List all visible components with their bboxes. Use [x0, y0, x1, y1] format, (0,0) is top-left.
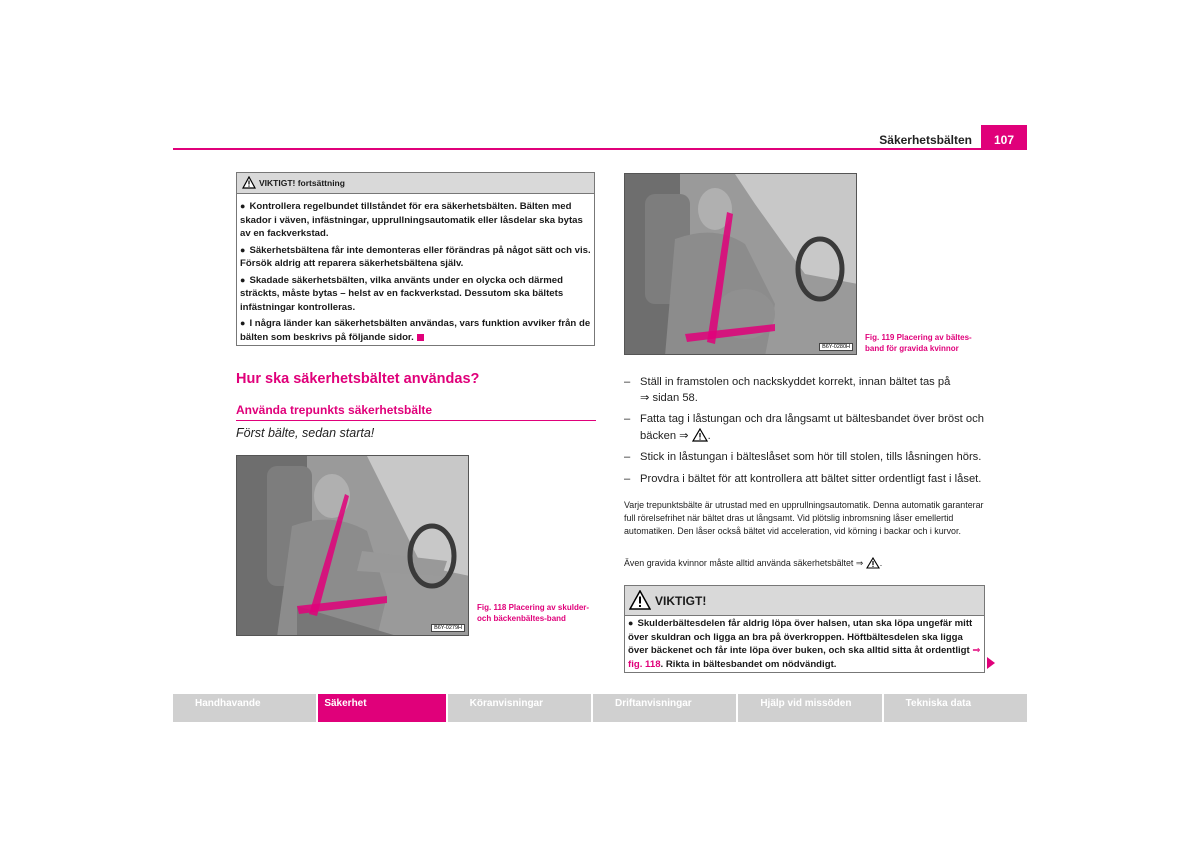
- pregnant-driver-seatbelt-illustration: [625, 174, 857, 355]
- warning-box: [624, 585, 985, 673]
- nav-item-handhavande[interactable]: Handhavande: [173, 694, 316, 722]
- paragraph-retractor: Varje trepunktsbälte är utrustad med en upprullningsautomatik. Denna automatik garanterar full rörelsefrihet när bältet dras ut långsamt. Vid plötslig inbromsning låser emellertid automatiken. Den låser också bältet vid acceleration, vid körning i backar och i kurvor.: [624, 500, 984, 536]
- lead-text: Först bälte, sedan starta!: [236, 426, 375, 440]
- warning-triangle-icon: [629, 590, 651, 610]
- step-item: – Stick in låstungan i bälteslåset som hör till stolen, tills låsningen hörs.: [624, 451, 982, 463]
- warning-box-title: VIKTIGT! fortsättning: [259, 178, 345, 188]
- chapter-nav: [173, 694, 1027, 722]
- nav-item-driftanvisningar[interactable]: Driftanvisningar: [593, 694, 736, 722]
- figure-code: B6Y-0280H: [819, 343, 853, 351]
- figure-119-caption: Fig. 119 Placering av bältes-band för gravida kvinnor: [865, 333, 972, 353]
- step-item: – Ställ in framstolen och nackskyddet korrekt, innan bältet tas på ⇒ sidan 58.: [624, 376, 951, 404]
- warning-box-header: [237, 173, 594, 194]
- warning-box-continued: [236, 172, 595, 346]
- instruction-steps: [624, 375, 989, 493]
- warning-box-title: VIKTIGT!: [655, 594, 707, 608]
- nav-item-tekniska-data[interactable]: Tekniska data: [884, 694, 1027, 722]
- paragraph-pregnant: Även gravida kvinnor måste alltid använda säkerhetsbältet ⇒ .: [624, 558, 883, 568]
- warning-box-body: ● Skulderbältesdelen får aldrig löpa över halsen, utan ska löpa ungefär mitt över skuldran och ligga an bra på överkroppen. Höftbältesdelen ska ligga över bäckenet och får inte löpa över buken, och ska alltid sitta åt ordentligt ⇒ fig. 118. Rikta in bältesbandet om nödvändigt.: [628, 618, 981, 671]
- end-marker: [417, 334, 424, 341]
- figure-118-caption: Fig. 118 Placering av skulder- och bäckenbältes-band: [477, 603, 590, 623]
- warning-item: ● I några länder kan säkerhetsbälten användas, vars funktion avviker från de bälten som beskrivs på följande sidor.: [240, 318, 591, 343]
- figure-118-image: [236, 455, 469, 636]
- step-item: – Provdra i bältet för att kontrollera att bältet sitter ordentligt fast i låset.: [624, 472, 982, 485]
- section-title: Säkerhetsbälten: [879, 133, 972, 147]
- warning-triangle-icon: [242, 176, 256, 189]
- header-rule: [173, 148, 1027, 150]
- nav-item-koranvisningar[interactable]: Köranvisningar: [448, 694, 591, 722]
- warning-item: ● Säkerhetsbältena får inte demonteras eller förändras på något sätt och vis. Försök aldrig att reparera säkerhetsbältena själv.: [240, 244, 591, 269]
- next-page-arrow-icon[interactable]: [987, 657, 995, 669]
- warning-box-body: [240, 200, 592, 347]
- figure-code: B6Y-0279H: [431, 624, 465, 632]
- driver-seatbelt-illustration: [237, 456, 469, 636]
- subsection-heading: Använda trepunkts säkerhetsbälte: [236, 403, 433, 417]
- warning-triangle-icon: [866, 557, 880, 569]
- page-number: 107: [981, 125, 1027, 150]
- step-item: – Fatta tag i låstungan och dra långsamt ut bältesbandet över bröst och bäcken ⇒ .: [624, 413, 984, 442]
- nav-item-sakerhet[interactable]: Säkerhet: [318, 694, 445, 722]
- subsection-rule: [236, 420, 596, 421]
- figure-link[interactable]: ⇒ fig. 118: [628, 645, 981, 671]
- warning-item: ● Skadade säkerhetsbälten, vilka använts under en olycka och därmed sträckts, måste bytas – helst av en fackverkstad. Dessutom ska bältets infästningar kontrolleras.: [240, 274, 564, 313]
- figure-119-image: [624, 173, 857, 355]
- section-heading: Hur ska säkerhetsbältet användas?: [236, 371, 480, 387]
- warning-item: ● Kontrollera regelbundet tillståndet för era säkerhetsbälten. Bälten med skador i väven, infästningar, upprullningsautomatik eller låsdelar ska bytas av en fackverkstad.: [240, 201, 583, 239]
- warning-triangle-icon: [692, 428, 708, 442]
- nav-item-hjalp[interactable]: Hjälp vid missöden: [738, 694, 881, 722]
- warning-box-header: [625, 586, 984, 616]
